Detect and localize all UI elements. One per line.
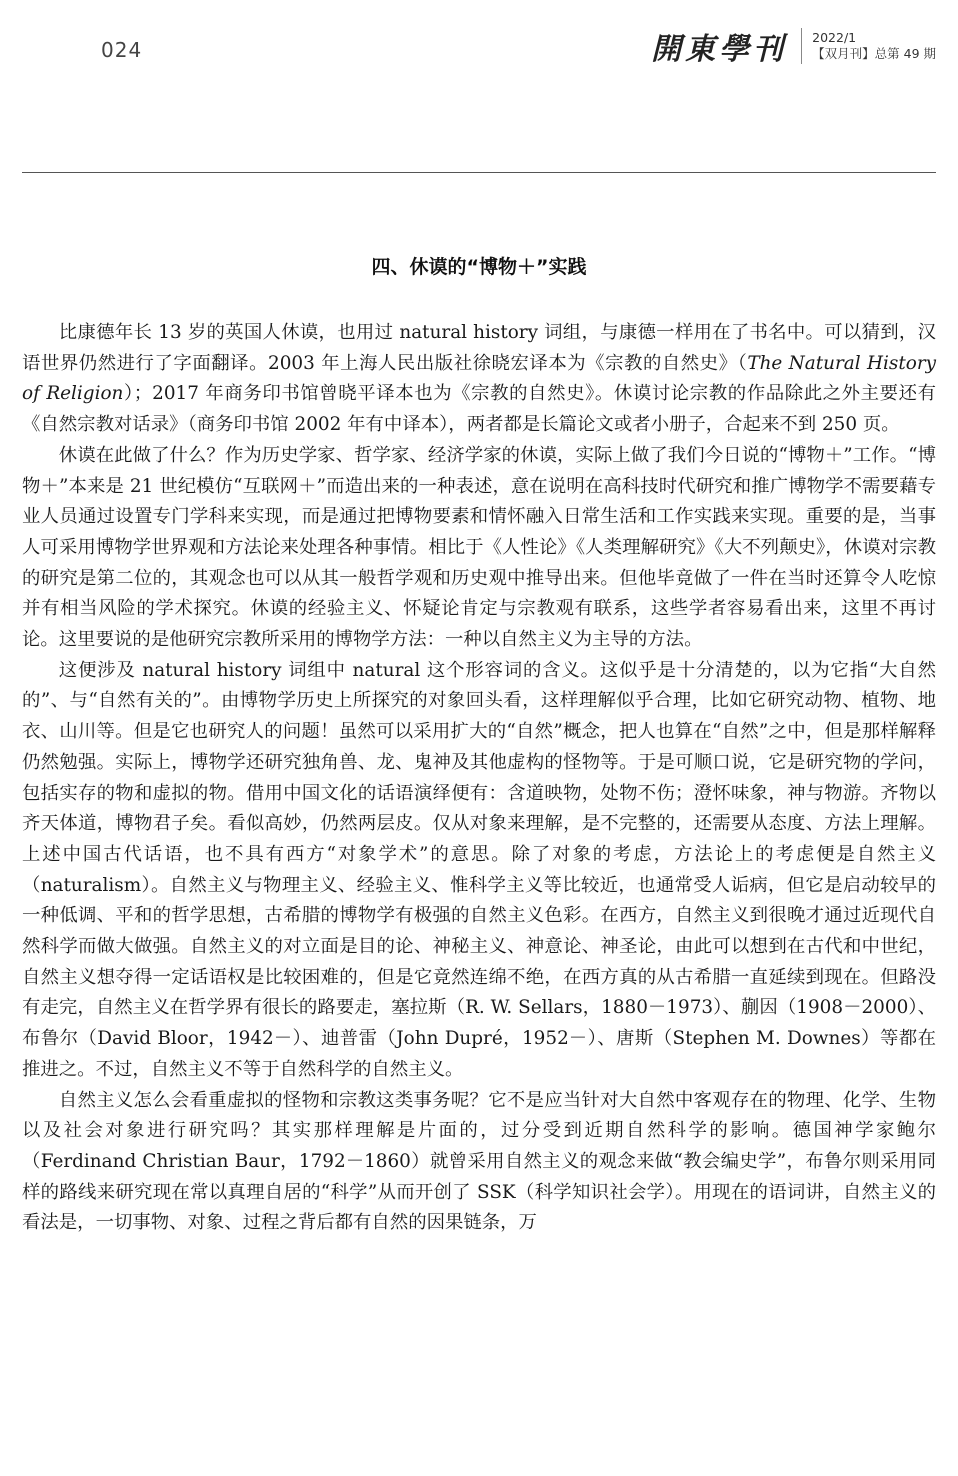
issue-info bbox=[812, 30, 936, 62]
page-number: 024 bbox=[101, 38, 143, 62]
header-rule bbox=[22, 172, 936, 173]
masthead-divider bbox=[801, 28, 802, 64]
issue-year: 2022/1 bbox=[812, 30, 857, 45]
journal-logo: 開東學刊 bbox=[651, 32, 788, 67]
paragraph-2: 休谟在此做了什么？作为历史学家、哲学家、经济学家的休谟，实际上做了我们今日说的“博物＋”工作。“博物＋”本来是 21 世纪模仿“互联网＋”而造出来的一种表述，意在说明在高科技时代研究和推广博物学不需要藉专业人员通过设置专门学科来实现，而是通过把博物要素和情怀融入日常生活和工作实践来实现。重要的是，当事人可采用博物学世界观和方法论来处理各种事情。相比于《人性论》《人类理解研究》《大不列颠史》，休谟对宗教的研究是第二位的，其观念也可以从其一般哲学观和历史观中推导出来。但他毕竟做了一件在当时还算令人吃惊并有相当风险的学术探究。休谟的经验主义、怀疑论肯定与宗教观有联系，这些学者容易看出来，这里不再讨论。这里要说的是他研究宗教所采用的博物学方法：一种以自然主义为主导的方法。 bbox=[22, 444, 936, 651]
paragraph-1-part-b: ）；2017 年商务印书馆曾晓平译本也为《宗教的自然史》。休谟讨论宗教的作品除此之外主要还有《自然宗教对话录》（商务印书馆 2002 年有中译本），两者都是长篇论文或者小册子，合起来不到 250 页。 bbox=[22, 383, 936, 436]
book-title-italic: The Natural History of Religion bbox=[22, 352, 936, 405]
paragraph-1-part-a: 比康德年长 13 岁的英国人休谟，也用过 natural history 词组，与康德一样用在了书名中。可以猜到，汉语世界仍然进行了字面翻译。2003 年上海人民出版社徐晓宏译本为《宗教的自然史》（ bbox=[22, 322, 936, 374]
paragraph-3: 这便涉及 natural history 词组中 natural 这个形容词的含义。这似乎是十分清楚的，以为它指“大自然的”、与“自然有关的”。由博物学历史上所探究的对象回头看，这样理解似乎合理，比如它研究动物、植物、地衣、山川等。但是它也研究人的问题！虽然可以采用扩大的“自然”概念，把人也算在“自然”之中，但是那样解释仍然勉强。实际上，博物学还研究独角兽、龙、鬼神及其他虚构的怪物等。于是可顺口说，它是研究物的学问，包括实存的物和虚拟的物。借用中国文化的话语演绎便有：含道映物，处物不伤；澄怀味象，神与物游。齐物以齐天体道，博物君子矣。看似高妙，仍然两层皮。仅从对象来理解，是不完整的，还需要从态度、方法上理解。上述中国古代话语，也不具有西方“对象学术”的意思。除了对象的考虑，方法论上的考虑便是自然主义（naturalism）。自然主义与物理主义、经验主义、惟科学主义等比较近，也通常受人诟病，但它是启动较早的一种低调、平和的哲学思想，古希腊的博物学有极强的自然主义色彩。在西方，自然主义到很晚才通过近现代自然科学而做大做强。自然主义的对立面是目的论、神秘主义、神意论、神圣论，由此可以想到在古代和中世纪，自然主义想夺得一定话语权是比较困难的，但是它竟然连绵不绝，在西方真的从古希腊一直延续到现在。但路没有走完，自然主义在哲学界有很长的路要走，塞拉斯（R. W. Sellars，1880－1973）、蒯因（1908－2000）、布鲁尔（David Bloor，1942－）、迪普雷（John Dupré，1952－）、唐斯（Stephen M. Downes）等都在推进之。不过，自然主义不等于自然科学的自然主义。 bbox=[22, 659, 936, 1080]
section-heading: 四、休谟的“博物＋”实践 bbox=[371, 256, 587, 278]
article-body bbox=[22, 318, 936, 1239]
paragraph-1 bbox=[22, 318, 936, 441]
journal-masthead bbox=[651, 26, 936, 66]
paragraph-4: 自然主义怎么会看重虚拟的怪物和宗教这类事务呢？它不是应当针对大自然中客观存在的物理、化学、生物以及社会对象进行研究吗？其实那样理解是片面的，过分受到近期自然科学的影响。德国神学家鲍尔（Ferdinand Christian Baur，1792－1860）就曾采用自然主义的观念来做“教会编史学”，布鲁尔则采用同样的路线来研究现在常以真理自居的“科学”从而开创了 SSK（科学知识社会学）。用现在的语词讲，自然主义的看法是，一切事物、对象、过程之背后都有自然的因果链条，万 bbox=[22, 1089, 936, 1234]
issue-detail: 【双月刊】总第 49 期 bbox=[812, 46, 936, 61]
